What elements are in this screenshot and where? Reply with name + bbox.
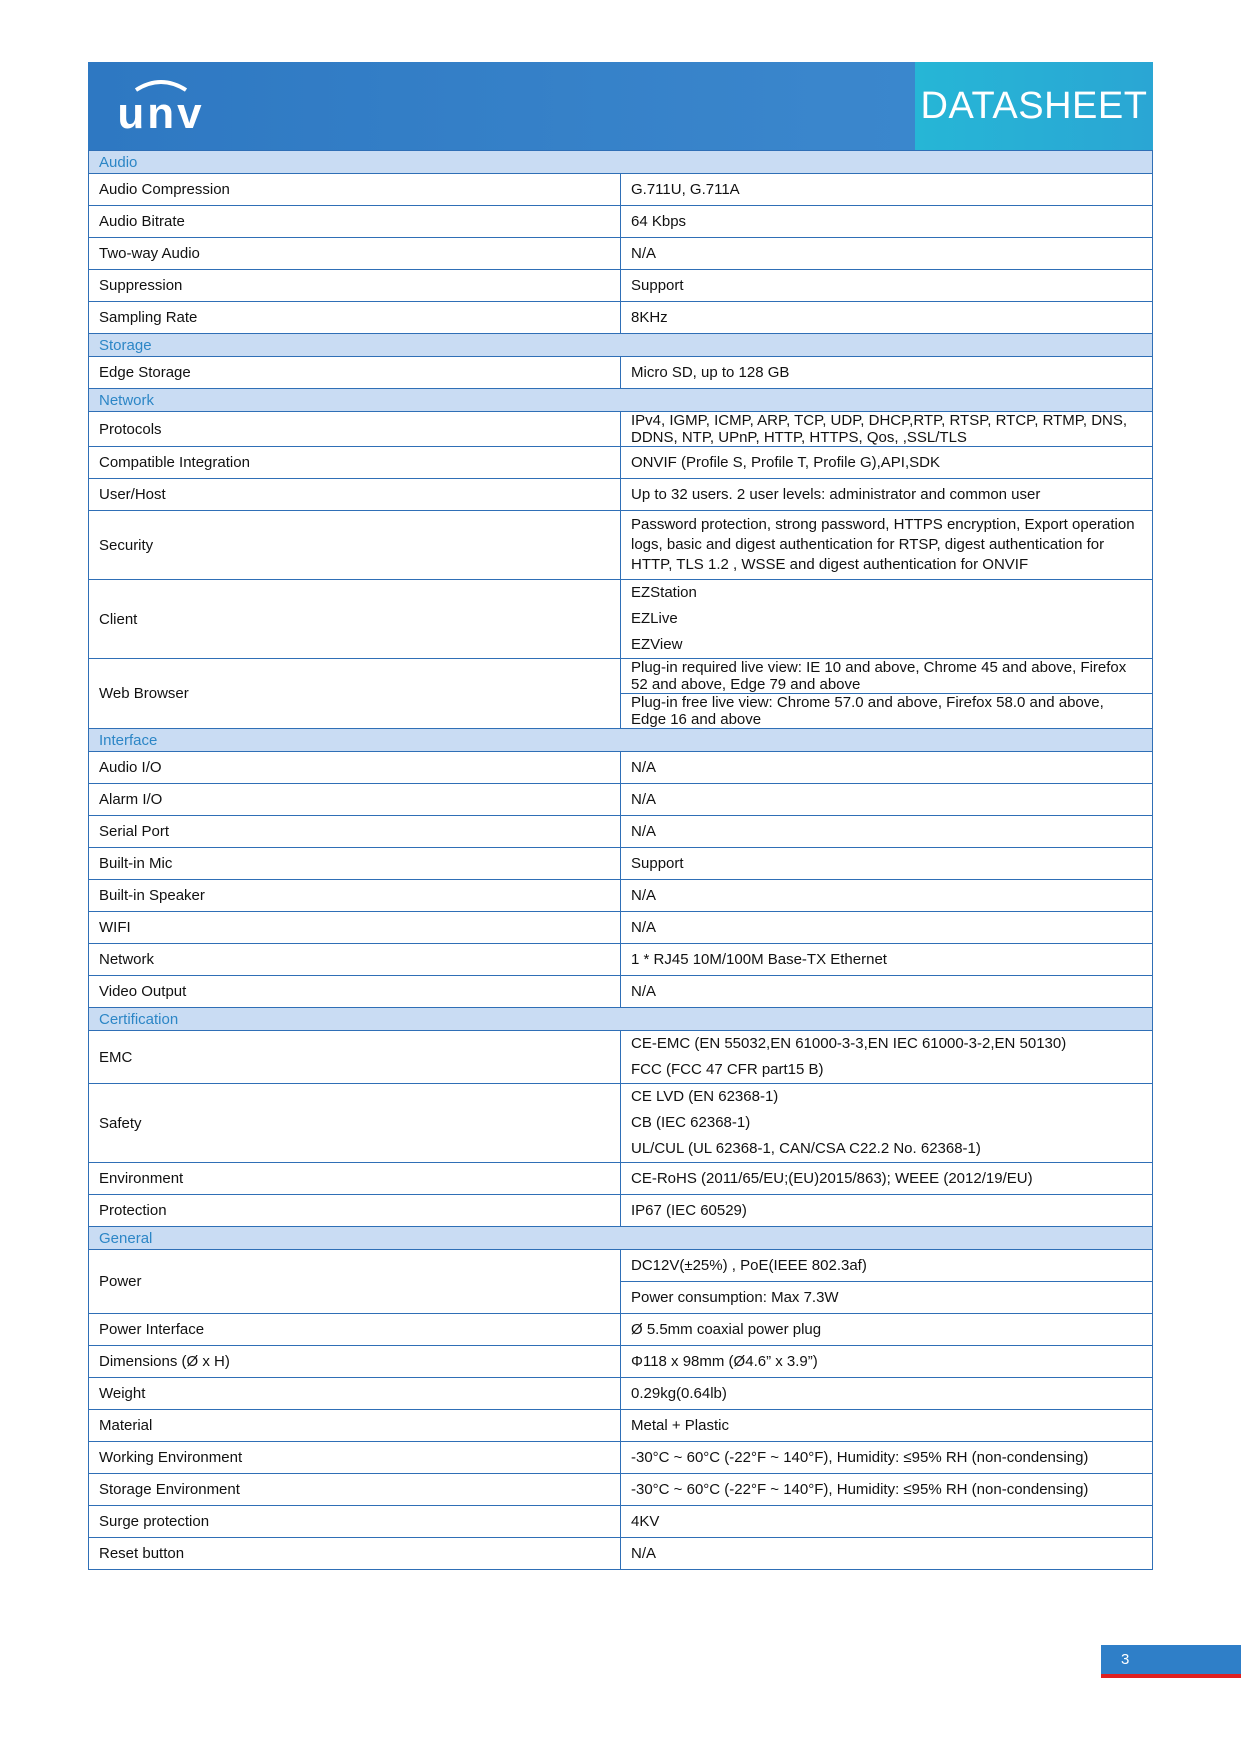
spec-value: 0.29kg(0.64lb): [621, 1378, 1153, 1410]
spec-value-line: CE LVD (EN 62368-1): [631, 1088, 779, 1105]
spec-value: N/A: [621, 784, 1153, 816]
section-title: Interface: [89, 729, 1153, 752]
spec-value: Φ118 x 98mm (Ø4.6” x 3.9”): [621, 1346, 1153, 1378]
spec-label: User/Host: [89, 479, 621, 511]
spec-value: G.711U, G.711A: [621, 174, 1153, 206]
spec-label: Video Output: [89, 976, 621, 1008]
spec-value: Ø 5.5mm coaxial power plug: [621, 1314, 1153, 1346]
spec-row: [89, 976, 1153, 1008]
datasheet-header: [88, 62, 1153, 150]
spec-value: Plug-in free live view: Chrome 57.0 and above, Firefox 58.0 and above, Edge 16 and above: [621, 694, 1153, 729]
spec-row: [89, 1195, 1153, 1227]
spec-value: DC12V(±25%) , PoE(IEEE 802.3af): [621, 1250, 1153, 1282]
spec-value: 1 * RJ45 10M/100M Base-TX Ethernet: [621, 944, 1153, 976]
spec-row: [89, 912, 1153, 944]
spec-value: N/A: [621, 1538, 1153, 1570]
spec-label: Weight: [89, 1378, 621, 1410]
svg-text:unv: unv: [117, 89, 205, 136]
spec-row: [89, 412, 1153, 447]
spec-row: [89, 880, 1153, 912]
spec-label: Security: [89, 511, 621, 580]
spec-value: Power consumption: Max 7.3W: [621, 1282, 1153, 1314]
spec-row: [89, 511, 1153, 580]
section-title: Certification: [89, 1008, 1153, 1031]
spec-value: N/A: [621, 752, 1153, 784]
spec-label: WIFI: [89, 912, 621, 944]
spec-row: [89, 447, 1153, 479]
spec-value-line: EZView: [631, 636, 683, 653]
spec-label: Suppression: [89, 270, 621, 302]
spec-row: [89, 1163, 1153, 1195]
spec-value-line: CE-EMC (EN 55032,EN 61000-3-3,EN IEC 61000-3-2,EN 50130): [631, 1035, 1067, 1052]
spec-row: [89, 659, 1153, 694]
spec-row: [89, 1506, 1153, 1538]
spec-row: [89, 1474, 1153, 1506]
spec-row: [89, 1346, 1153, 1378]
spec-value-line: UL/CUL (UL 62368-1, CAN/CSA C22.2 No. 62368-1): [631, 1140, 981, 1157]
spec-value: [621, 1031, 1153, 1084]
spec-value: CE-RoHS (2011/65/EU;(EU)2015/863); WEEE (2012/19/EU): [621, 1163, 1153, 1195]
page-accent-line: [1101, 1674, 1241, 1678]
spec-row: [89, 479, 1153, 511]
spec-value: N/A: [621, 816, 1153, 848]
spec-value: 64 Kbps: [621, 206, 1153, 238]
spec-row: [89, 1442, 1153, 1474]
spec-table: [88, 150, 1153, 1570]
spec-row: [89, 174, 1153, 206]
spec-value-line: EZStation: [631, 584, 697, 601]
spec-label: Safety: [89, 1084, 621, 1163]
spec-value: -30°C ~ 60°C (-22°F ~ 140°F), Humidity: ≤95% RH (non-condensing): [621, 1474, 1153, 1506]
spec-row: [89, 752, 1153, 784]
spec-row: [89, 784, 1153, 816]
spec-row: [89, 1314, 1153, 1346]
spec-value: N/A: [621, 238, 1153, 270]
spec-row: [89, 1410, 1153, 1442]
spec-label: Audio Bitrate: [89, 206, 621, 238]
spec-label: EMC: [89, 1031, 621, 1084]
spec-label: Built-in Speaker: [89, 880, 621, 912]
spec-value: IPv4, IGMP, ICMP, ARP, TCP, UDP, DHCP,RTP, RTSP, RTCP, RTMP, DNS, DDNS, NTP, UPnP, HTTP, HTTPS, Qos, ,SSL/TLS: [621, 412, 1153, 447]
section-header-row: [89, 389, 1153, 412]
spec-value-line: EZLive: [631, 610, 678, 627]
spec-value: 4KV: [621, 1506, 1153, 1538]
spec-label: Protection: [89, 1195, 621, 1227]
spec-value: [621, 1084, 1153, 1163]
spec-row: [89, 302, 1153, 334]
spec-value-line: CB (IEC 62368-1): [631, 1114, 751, 1131]
spec-label: Protocols: [89, 412, 621, 447]
section-header-row: [89, 334, 1153, 357]
spec-value: N/A: [621, 912, 1153, 944]
spec-row: [89, 357, 1153, 389]
spec-label: Power Interface: [89, 1314, 621, 1346]
spec-label: Audio I/O: [89, 752, 621, 784]
spec-label: Reset button: [89, 1538, 621, 1570]
spec-value: Up to 32 users. 2 user levels: administrator and common user: [621, 479, 1153, 511]
section-title: General: [89, 1227, 1153, 1250]
spec-label: Storage Environment: [89, 1474, 621, 1506]
spec-label: Built-in Mic: [89, 848, 621, 880]
spec-row: [89, 816, 1153, 848]
spec-row: [89, 1031, 1153, 1084]
spec-value: Plug-in required live view: IE 10 and above, Chrome 45 and above, Firefox 52 and above, Edge 79 and above: [621, 659, 1153, 694]
section-title: Network: [89, 389, 1153, 412]
page-number: 3: [1121, 1651, 1130, 1668]
spec-row: [89, 238, 1153, 270]
spec-label: Web Browser: [89, 659, 621, 729]
section-header-row: [89, 1008, 1153, 1031]
spec-row: [89, 1378, 1153, 1410]
spec-value: Support: [621, 270, 1153, 302]
datasheet-label-box: [915, 62, 1153, 150]
spec-label: Client: [89, 580, 621, 659]
spec-row: [89, 944, 1153, 976]
spec-label: Edge Storage: [89, 357, 621, 389]
spec-label: Two-way Audio: [89, 238, 621, 270]
spec-label: Network: [89, 944, 621, 976]
spec-label: Surge protection: [89, 1506, 621, 1538]
spec-value: [621, 580, 1153, 659]
spec-row: [89, 1084, 1153, 1163]
spec-row: [89, 1250, 1153, 1282]
spec-row: [89, 848, 1153, 880]
spec-label: Compatible Integration: [89, 447, 621, 479]
spec-label: Sampling Rate: [89, 302, 621, 334]
section-header-row: [89, 151, 1153, 174]
spec-row: [89, 1538, 1153, 1570]
spec-value: Metal + Plastic: [621, 1410, 1153, 1442]
spec-row: [89, 206, 1153, 238]
spec-label: Working Environment: [89, 1442, 621, 1474]
spec-value: -30°C ~ 60°C (-22°F ~ 140°F), Humidity: ≤95% RH (non-condensing): [621, 1442, 1153, 1474]
spec-label: Environment: [89, 1163, 621, 1195]
spec-value: N/A: [621, 976, 1153, 1008]
spec-label: Audio Compression: [89, 174, 621, 206]
datasheet-title: DATASHEET: [920, 84, 1148, 127]
spec-value: Micro SD, up to 128 GB: [621, 357, 1153, 389]
spec-value: IP67 (IEC 60529): [621, 1195, 1153, 1227]
section-title: Storage: [89, 334, 1153, 357]
spec-value: 8KHz: [621, 302, 1153, 334]
section-header-row: [89, 1227, 1153, 1250]
spec-value: Password protection, strong password, HTTPS encryption, Export operation logs, basic and digest authentication for RTSP, digest authentication for HTTP, TLS 1.2 , WSSE and digest authentication for ONVIF: [621, 511, 1153, 580]
spec-row: [89, 580, 1153, 659]
spec-value-line: FCC (FCC 47 CFR part15 B): [631, 1061, 824, 1078]
spec-label: Dimensions (Ø x H): [89, 1346, 621, 1378]
spec-value: N/A: [621, 880, 1153, 912]
unv-logo: [106, 76, 216, 136]
spec-label: Material: [89, 1410, 621, 1442]
section-header-row: [89, 729, 1153, 752]
spec-label: Serial Port: [89, 816, 621, 848]
spec-value: Support: [621, 848, 1153, 880]
page-number-bar: [1101, 1645, 1241, 1675]
section-title: Audio: [89, 151, 1153, 174]
spec-value: ONVIF (Profile S, Profile T, Profile G),API,SDK: [621, 447, 1153, 479]
spec-row: [89, 270, 1153, 302]
spec-label: Power: [89, 1250, 621, 1314]
spec-label: Alarm I/O: [89, 784, 621, 816]
